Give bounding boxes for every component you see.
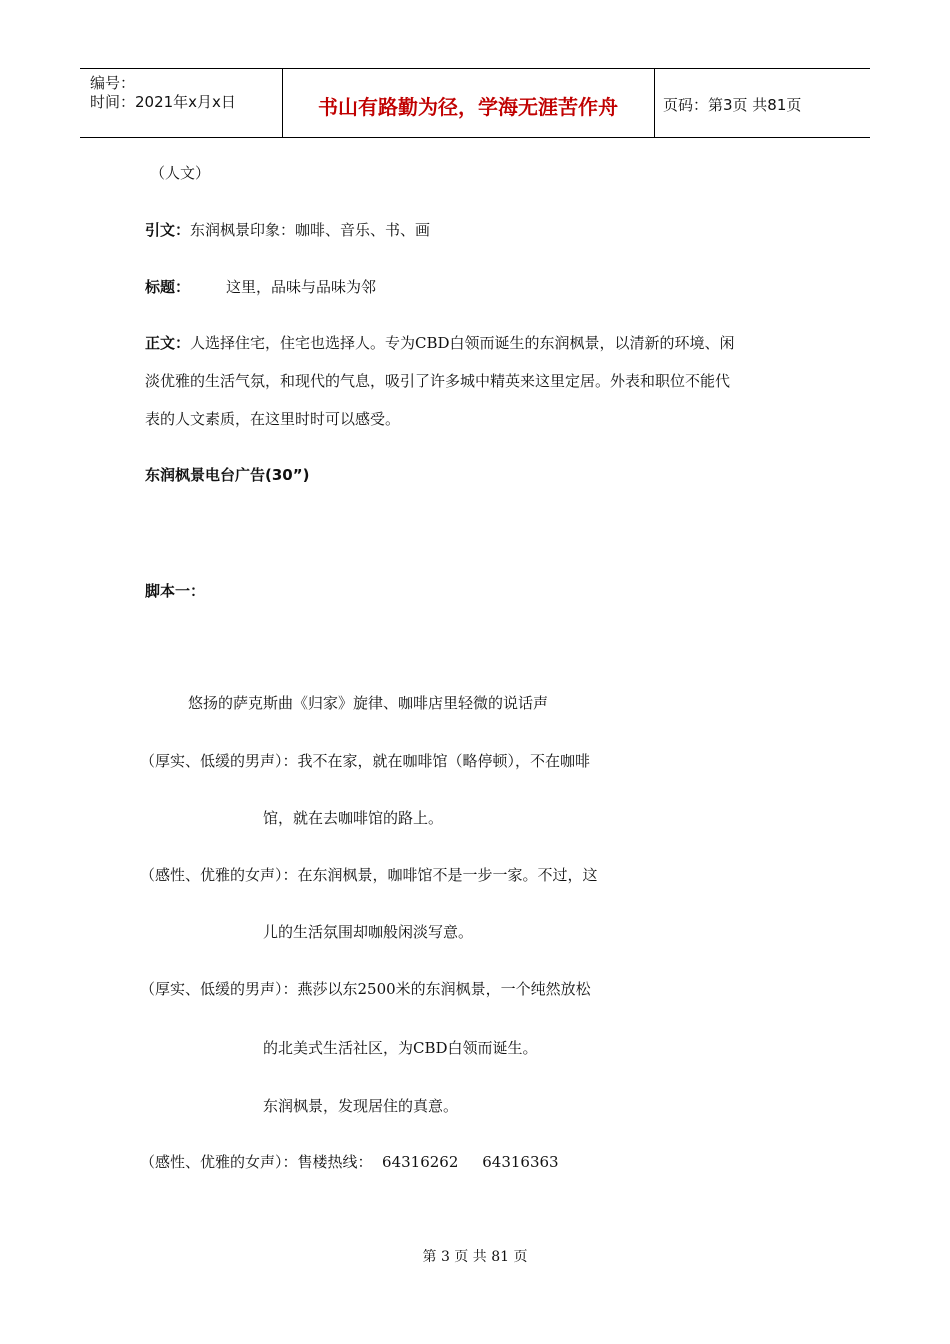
body-line-1	[145, 332, 735, 353]
radio-ad-heading: 东润枫景电台广告(30”)	[145, 466, 310, 484]
document-number-label: 编号：	[90, 74, 136, 92]
section-tag: （人文）	[150, 164, 211, 182]
script-line: （厚实、低缓的男声）：我不在家，就在咖啡馆（略停顿），不在咖啡	[140, 752, 591, 770]
header-motto: 书山有路勤为径，学海无涯苦作舟	[318, 95, 618, 119]
script-line: （感性、优雅的女声）：在东润枫景，咖啡馆不是一步一家。不过，这	[140, 866, 598, 884]
body-text-1: 人选择住宅，住宅也选择人。专为CBD白领而诞生的东润枫景，以清新的环境、闲	[190, 334, 735, 352]
intro-text: 东润枫景印象：咖啡、音乐、书、画	[190, 221, 431, 239]
script-line: 的北美式生活社区，为CBD白领而诞生。	[263, 1039, 538, 1057]
script-heading: 脚本一：	[145, 582, 206, 600]
script-line: 馆，就在去咖啡馆的路上。	[263, 809, 444, 827]
document-date-label: 时间：2021年x月x日	[90, 93, 236, 111]
script-line: （感性、优雅的女声）：售楼热线： 64316262 64316363	[140, 1153, 559, 1171]
title-text: 这里，品味与品味为邻	[226, 278, 377, 296]
title-line	[145, 276, 376, 297]
page-header	[80, 68, 870, 138]
body-line-3: 表的人文素质，在这里时时可以感受。	[145, 410, 401, 428]
script-line: 儿的生活氛围却咖般闲淡写意。	[263, 923, 474, 941]
header-meta-cell	[80, 69, 283, 137]
header-motto-cell	[282, 69, 655, 137]
script-line: （厚实、低缓的男声）：燕莎以东2500米的东润枫景，一个纯然放松	[140, 980, 591, 998]
script-line: 悠扬的萨克斯曲《归家》旋律、咖啡店里轻微的说话声	[188, 694, 549, 712]
intro-line	[145, 219, 430, 240]
header-page-cell	[655, 69, 870, 137]
body-line-2: 淡优雅的生活气氛，和现代的气息，吸引了许多城中精英来这里定居。外表和职位不能代	[145, 372, 731, 390]
title-label: 标题：	[145, 278, 191, 296]
script-line: 东润枫景，发现居住的真意。	[263, 1097, 459, 1115]
page-footer: 第 3 页 共 81 页	[422, 1249, 528, 1265]
header-page-number: 页码：第3页 共81页	[663, 96, 802, 114]
intro-label: 引文：	[145, 221, 191, 239]
body-label: 正文：	[145, 334, 191, 352]
